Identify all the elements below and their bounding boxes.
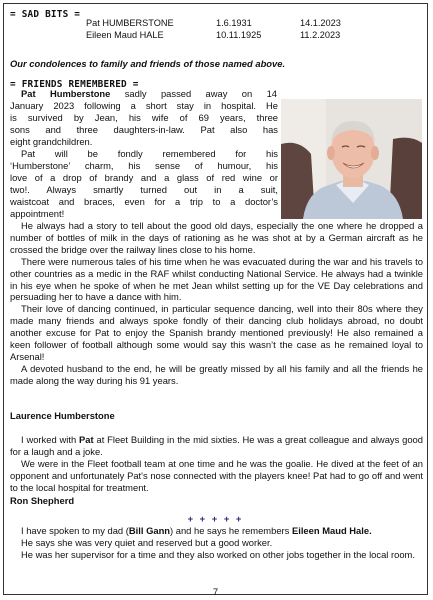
tribute-paragraph: He says she was very quiet and reserved but a good worker. xyxy=(21,536,273,548)
birth-date: 1.6.1931 xyxy=(216,18,252,28)
tribute-body xyxy=(10,525,423,561)
name-highlight: Eileen Maud Hale. xyxy=(291,525,372,536)
tribute-text: at Fleet Building in the mid sixties. He was a great colleague and always good for a laugh and a joke. xyxy=(10,434,423,457)
tribute-paragraph: He always had a story to tell about the good old days, especially the one where he dropped a number of bottles of milk in the days of rationing as he was shot at by a German aircraft as he crossed the bridge over the railway lines close to his home. xyxy=(10,220,423,255)
deceased-name-bold: Pat Humberstone xyxy=(21,88,111,99)
tribute-line: sons and three daughters-in-law. Pat also has xyxy=(10,124,278,135)
tribute-body xyxy=(10,220,423,387)
tribute-text: ) and he says he remembers xyxy=(170,525,292,536)
deceased-name: Pat HUMBERSTONE xyxy=(86,18,174,28)
tribute-text: sadly passed away on 14 xyxy=(124,88,278,99)
name-highlight: Pat xyxy=(79,434,94,445)
tribute-line: eight grandchildren. xyxy=(10,136,93,147)
tribute-line: is survived by Jean, his wife of 69 years, three xyxy=(10,112,278,123)
tribute-line: ‘Humberstone’ charm, his sense of humour, his xyxy=(10,160,278,171)
tribute-paragraph: A devoted husband to the end, he will be greatly missed by all his family and all the friends he made along the way during his 91 years. xyxy=(10,362,423,386)
tribute-text: I have spoken to my dad ( xyxy=(21,525,129,536)
tribute-line: waistcoat and braces, even for a trip to a doctor’s xyxy=(10,196,278,207)
deceased-name: Eileen Maud HALE xyxy=(86,30,164,40)
tribute-paragraph xyxy=(10,434,423,458)
friends-remembered-heading: = FRIENDS REMEMBERED = xyxy=(10,79,139,90)
death-date: 11.2.2023 xyxy=(300,30,341,40)
tribute-line: love of a drop of brandy and a glass of red wine or xyxy=(10,172,278,183)
tribute-paragraph: We were in the Fleet football team at one time and he was the goalie. He dived at the feet of an opponent and unfortunately Pat's nose connected with the players knee! Pat had to go off and went to the local hospital for treatment. xyxy=(10,457,423,493)
tribute-line: two!. Always smartly turned out in a suit, xyxy=(10,184,278,195)
page-number: 7 xyxy=(212,586,219,597)
tribute-paragraph: Their love of dancing continued, in particular sequence dancing, well into their 80s where they made many friends and always spoke fondly of their dancing club holidays abroad, no doubt another excuse for Pat to enjoy the Spanish brandy mentioned previously! He also remained a keen follower of football although some would say this wasn’t the case as he remained loyal to Arsenal! xyxy=(10,303,423,362)
portrait-photo xyxy=(281,99,422,219)
tribute-text: I worked with xyxy=(21,434,80,445)
newsletter-page xyxy=(3,3,428,595)
tribute-line: January 2023 following a short stay in hospital. He xyxy=(10,100,278,111)
tribute-paragraph xyxy=(10,525,423,537)
birth-date: 10.11.1925 xyxy=(216,30,262,40)
tribute-paragraph: He was her supervisor for a time and they also worked on other jobs together in the local room. xyxy=(21,548,415,560)
tribute-line: Pat will be fondly remembered for his xyxy=(21,148,278,159)
signature-ron: Ron Shepherd xyxy=(10,495,75,506)
portrait-image xyxy=(281,99,422,219)
sad-bits-heading: = SAD BITS = xyxy=(10,9,81,20)
tribute-body xyxy=(10,434,423,494)
tribute-paragraph: There were numerous tales of his time when he was evacuated during the war and his travels to other countries as a medic in the RAF whilst conducting National Service. He always had a twinkle in his eye when he spoke of when he met Jean whilst setting up for the VE Day celebrations and persuading her to have a dance with him. xyxy=(10,255,423,303)
tribute-line: appointment! xyxy=(10,208,65,219)
signature-laurence: Laurence Humberstone xyxy=(10,410,115,421)
condolence-message: Our condolences to family and friends of those named above. xyxy=(10,58,286,69)
name-highlight: Bill Gann xyxy=(128,525,171,536)
section-separator: + + + + + xyxy=(187,513,244,524)
death-date: 14.1.2023 xyxy=(300,18,341,28)
tribute-line xyxy=(21,88,277,100)
